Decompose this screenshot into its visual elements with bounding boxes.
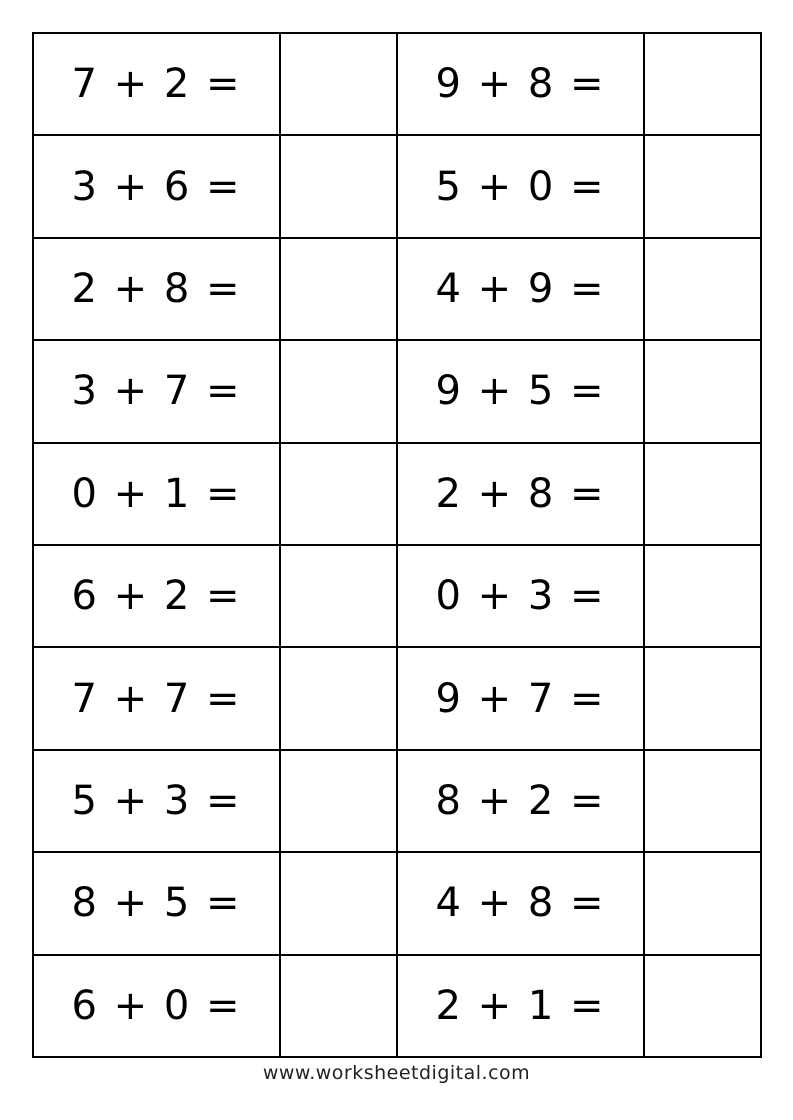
problem-cell: 2 + 8 =: [33, 238, 280, 340]
problem-cell: 3 + 7 =: [33, 340, 280, 442]
problem-cell: 8 + 2 =: [397, 750, 644, 852]
answer-cell[interactable]: [280, 340, 397, 442]
problem-cell: 6 + 2 =: [33, 545, 280, 647]
answer-cell[interactable]: [644, 545, 761, 647]
table-row: [33, 340, 761, 442]
answer-cell[interactable]: [644, 33, 761, 135]
answer-cell[interactable]: [644, 443, 761, 545]
answer-cell[interactable]: [644, 238, 761, 340]
addition-problems-table: [32, 32, 762, 1058]
problem-cell: 5 + 0 =: [397, 135, 644, 237]
table-row: [33, 647, 761, 749]
problem-cell: 7 + 2 =: [33, 33, 280, 135]
table-row: [33, 750, 761, 852]
answer-cell[interactable]: [280, 33, 397, 135]
problem-cell: 5 + 3 =: [33, 750, 280, 852]
answer-cell[interactable]: [644, 852, 761, 954]
answer-cell[interactable]: [644, 955, 761, 1057]
answer-cell[interactable]: [644, 135, 761, 237]
worksheet-grid-container: [32, 32, 761, 1058]
answer-cell[interactable]: [280, 135, 397, 237]
footer-website-text: www.worksheetdigital.com: [262, 1062, 531, 1084]
answer-cell[interactable]: [280, 955, 397, 1057]
problem-cell: 4 + 8 =: [397, 852, 644, 954]
problem-cell: 2 + 1 =: [397, 955, 644, 1057]
table-row: [33, 955, 761, 1057]
table-row: [33, 852, 761, 954]
answer-cell[interactable]: [280, 443, 397, 545]
answer-cell[interactable]: [280, 852, 397, 954]
problem-cell: 9 + 8 =: [397, 33, 644, 135]
problem-cell: 0 + 1 =: [33, 443, 280, 545]
table-row: [33, 135, 761, 237]
problem-cell: 9 + 7 =: [397, 647, 644, 749]
problem-cell: 2 + 8 =: [397, 443, 644, 545]
problem-cell: 4 + 9 =: [397, 238, 644, 340]
problem-cell: 0 + 3 =: [397, 545, 644, 647]
answer-cell[interactable]: [280, 750, 397, 852]
problem-cell: 3 + 6 =: [33, 135, 280, 237]
table-row: [33, 545, 761, 647]
answer-cell[interactable]: [280, 238, 397, 340]
answer-cell[interactable]: [644, 647, 761, 749]
problem-cell: 6 + 0 =: [33, 955, 280, 1057]
table-row: [33, 238, 761, 340]
problem-cell: 7 + 7 =: [33, 647, 280, 749]
table-row: [33, 443, 761, 545]
problem-cell: 8 + 5 =: [33, 852, 280, 954]
answer-cell[interactable]: [280, 647, 397, 749]
answer-cell[interactable]: [280, 545, 397, 647]
answer-cell[interactable]: [644, 340, 761, 442]
table-row: [33, 33, 761, 135]
problem-cell: 9 + 5 =: [397, 340, 644, 442]
answer-cell[interactable]: [644, 750, 761, 852]
